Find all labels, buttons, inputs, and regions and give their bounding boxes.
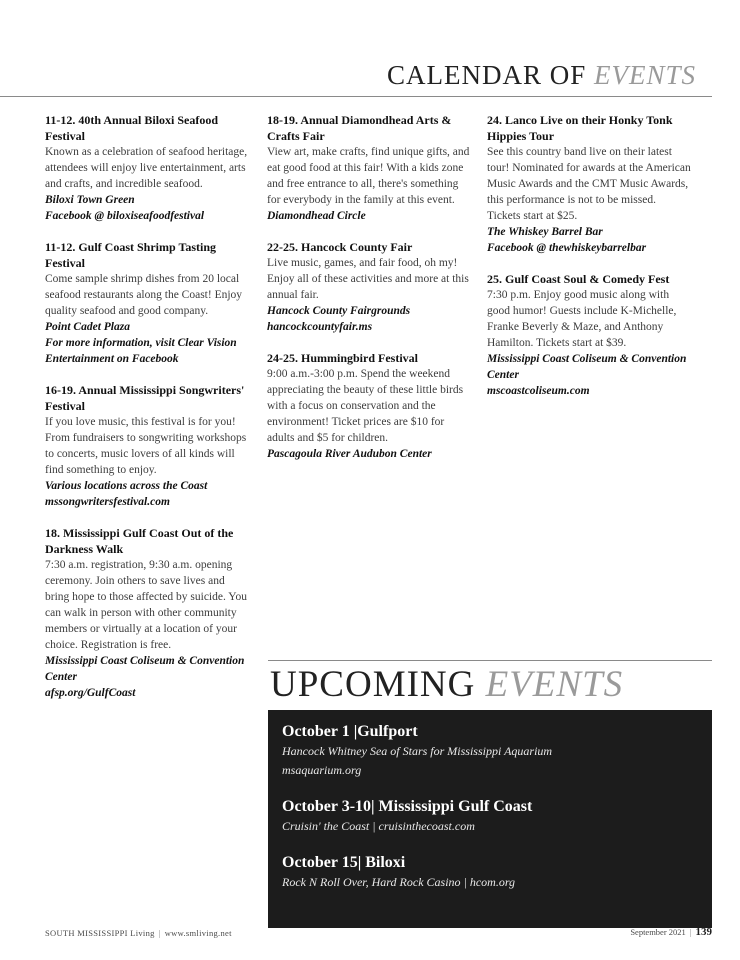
footer-separator: | — [158, 928, 161, 938]
footer-issue: September 2021 — [630, 927, 686, 937]
event-web-link[interactable]: hancockcountyfair.ms — [267, 321, 373, 333]
footer-magazine: SOUTH MISSISSIPPI Living — [45, 928, 155, 938]
event-web-link[interactable]: mssongwritersfestival.com — [45, 496, 170, 508]
upcoming-event-detail: Cruisin' the Coast | cruisinthecoast.com — [282, 819, 475, 833]
footer-left — [45, 928, 232, 938]
event-entry — [45, 239, 250, 367]
event-title: 11-12. Gulf Coast Shrimp Tasting Festival — [45, 240, 217, 270]
event-description: 7:30 p.m. Enjoy good music along with good humor! Guests include K-Michelle, Franke Beverly & Maze, and Anthony Hamilton. Tickets start at $39. — [487, 289, 677, 349]
upcoming-title — [268, 664, 712, 706]
event-entry — [45, 382, 250, 510]
upcoming-event-detail: Hancock Whitney Sea of Stars for Mississippi Aquarium — [282, 744, 553, 758]
event-entry — [45, 112, 250, 224]
upcoming-event-date: October 1 |Gulfport — [282, 723, 418, 740]
event-entry — [45, 525, 250, 701]
event-location: Diamondhead Circle — [267, 210, 366, 222]
footer-separator: | — [689, 927, 692, 937]
upcoming-event-detail: Rock N Roll Over, Hard Rock Casino | hcom.org — [282, 875, 516, 889]
event-web-link[interactable]: Facebook @ biloxiseafoodfestival — [45, 210, 205, 222]
event-entry — [267, 112, 472, 224]
event-description: Known as a celebration of seafood heritage, attendees will enjoy live entertainment, arts and crafts, and incredible seafood. — [45, 146, 248, 190]
event-description: See this country band live on their latest tour! Nominated for awards at the American Music Awards and the CMT Music Awards, this performance is not to be missed. Tickets start at $25. — [487, 146, 691, 222]
event-title: 22-25. Hancock County Fair — [267, 240, 413, 254]
event-description: Come sample shrimp dishes from 20 local seafood restaurants along the Coast! Enjoy quality seafood and good company. — [45, 273, 243, 317]
event-location: Mississippi Coast Coliseum & Convention Center — [45, 655, 245, 683]
page-footer — [0, 928, 740, 944]
upcoming-event — [282, 722, 698, 780]
event-description: If you love music, this festival is for you! From fundraisers to songwriting workshops to concerts, music lovers of all kinds will find something to enjoy. — [45, 416, 247, 476]
event-location: Point Cadet Plaza — [45, 321, 130, 333]
events-column-2 — [267, 112, 472, 477]
event-description: View art, make crafts, find unique gifts, and eat good food at this fair! With a kids zone and free entrance to all, there's something for everybody in the family at this event. — [267, 146, 470, 206]
event-web-link[interactable]: mscoastcoliseum.com — [487, 385, 590, 397]
page-title — [387, 60, 696, 91]
event-description: Live music, games, and fair food, oh my! Enjoy all of these activities and more at this annual fair. — [267, 257, 469, 301]
event-title: 18-19. Annual Diamondhead Arts & Crafts Fair — [267, 113, 452, 143]
event-location: Hancock County Fairgrounds — [267, 305, 411, 317]
event-entry — [487, 112, 692, 256]
upcoming-rule — [268, 660, 712, 661]
event-title: 16-19. Annual Mississippi Songwriters' Festival — [45, 383, 245, 413]
event-location: Various locations across the Coast — [45, 480, 208, 492]
upcoming-event-link[interactable]: msaquarium.org — [282, 763, 362, 777]
event-entry — [487, 271, 692, 399]
event-description: 9:00 a.m.-3:00 p.m. Spend the weekend appreciating the beauty of these little birds with a focus on conservation and the environment! Ticket prices are $10 for adults and $5 for children. — [267, 368, 464, 444]
page-title-main: CALENDAR OF — [386, 60, 594, 90]
event-web-link[interactable]: Facebook @ thewhiskeybarrelbar — [487, 242, 647, 254]
upcoming-event-date: October 3-10| Mississippi Gulf Coast — [282, 798, 533, 815]
event-location: Mississippi Coast Coliseum & Convention Center — [487, 353, 687, 381]
upcoming-events-box — [268, 710, 712, 928]
event-location: Pascagoula River Audubon Center — [267, 448, 432, 460]
upcoming-events-section — [268, 660, 712, 928]
page-title-accent: EVENTS — [593, 60, 696, 90]
footer-right — [630, 926, 712, 938]
event-entry — [267, 350, 472, 462]
upcoming-event — [282, 797, 698, 836]
event-web-link[interactable]: afsp.org/GulfCoast — [45, 687, 136, 699]
page-number: 139 — [695, 926, 712, 938]
events-column-1 — [45, 112, 250, 716]
page-header — [0, 60, 740, 100]
event-title: 25. Gulf Coast Soul & Comedy Fest — [487, 272, 670, 286]
event-entry — [267, 239, 472, 335]
upcoming-event-date: October 15| Biloxi — [282, 854, 406, 871]
upcoming-event — [282, 853, 698, 892]
upcoming-title-main: UPCOMING — [270, 664, 486, 705]
event-location: The Whiskey Barrel Bar — [487, 226, 603, 238]
event-web-link[interactable]: For more information, visit Clear Vision Entertainment on Facebook — [45, 337, 237, 365]
header-rule — [0, 96, 712, 97]
upcoming-title-accent: EVENTS — [485, 664, 624, 705]
event-title: 24-25. Hummingbird Festival — [267, 351, 419, 365]
event-location: Biloxi Town Green — [45, 194, 135, 206]
event-title: 11-12. 40th Annual Biloxi Seafood Festival — [45, 113, 219, 143]
footer-website[interactable]: www.smliving.net — [164, 928, 232, 938]
event-description: 7:30 a.m. registration, 9:30 a.m. opening ceremony. Join others to save lives and bring hope to those affected by suicide. You can walk in person with other community members or virtually at a location of your choice. Registration is free. — [45, 559, 247, 651]
events-column-3 — [487, 112, 692, 414]
event-title: 24. Lanco Live on their Honky Tonk Hippies Tour — [487, 113, 673, 143]
event-title: 18. Mississippi Gulf Coast Out of the Darkness Walk — [45, 526, 234, 556]
